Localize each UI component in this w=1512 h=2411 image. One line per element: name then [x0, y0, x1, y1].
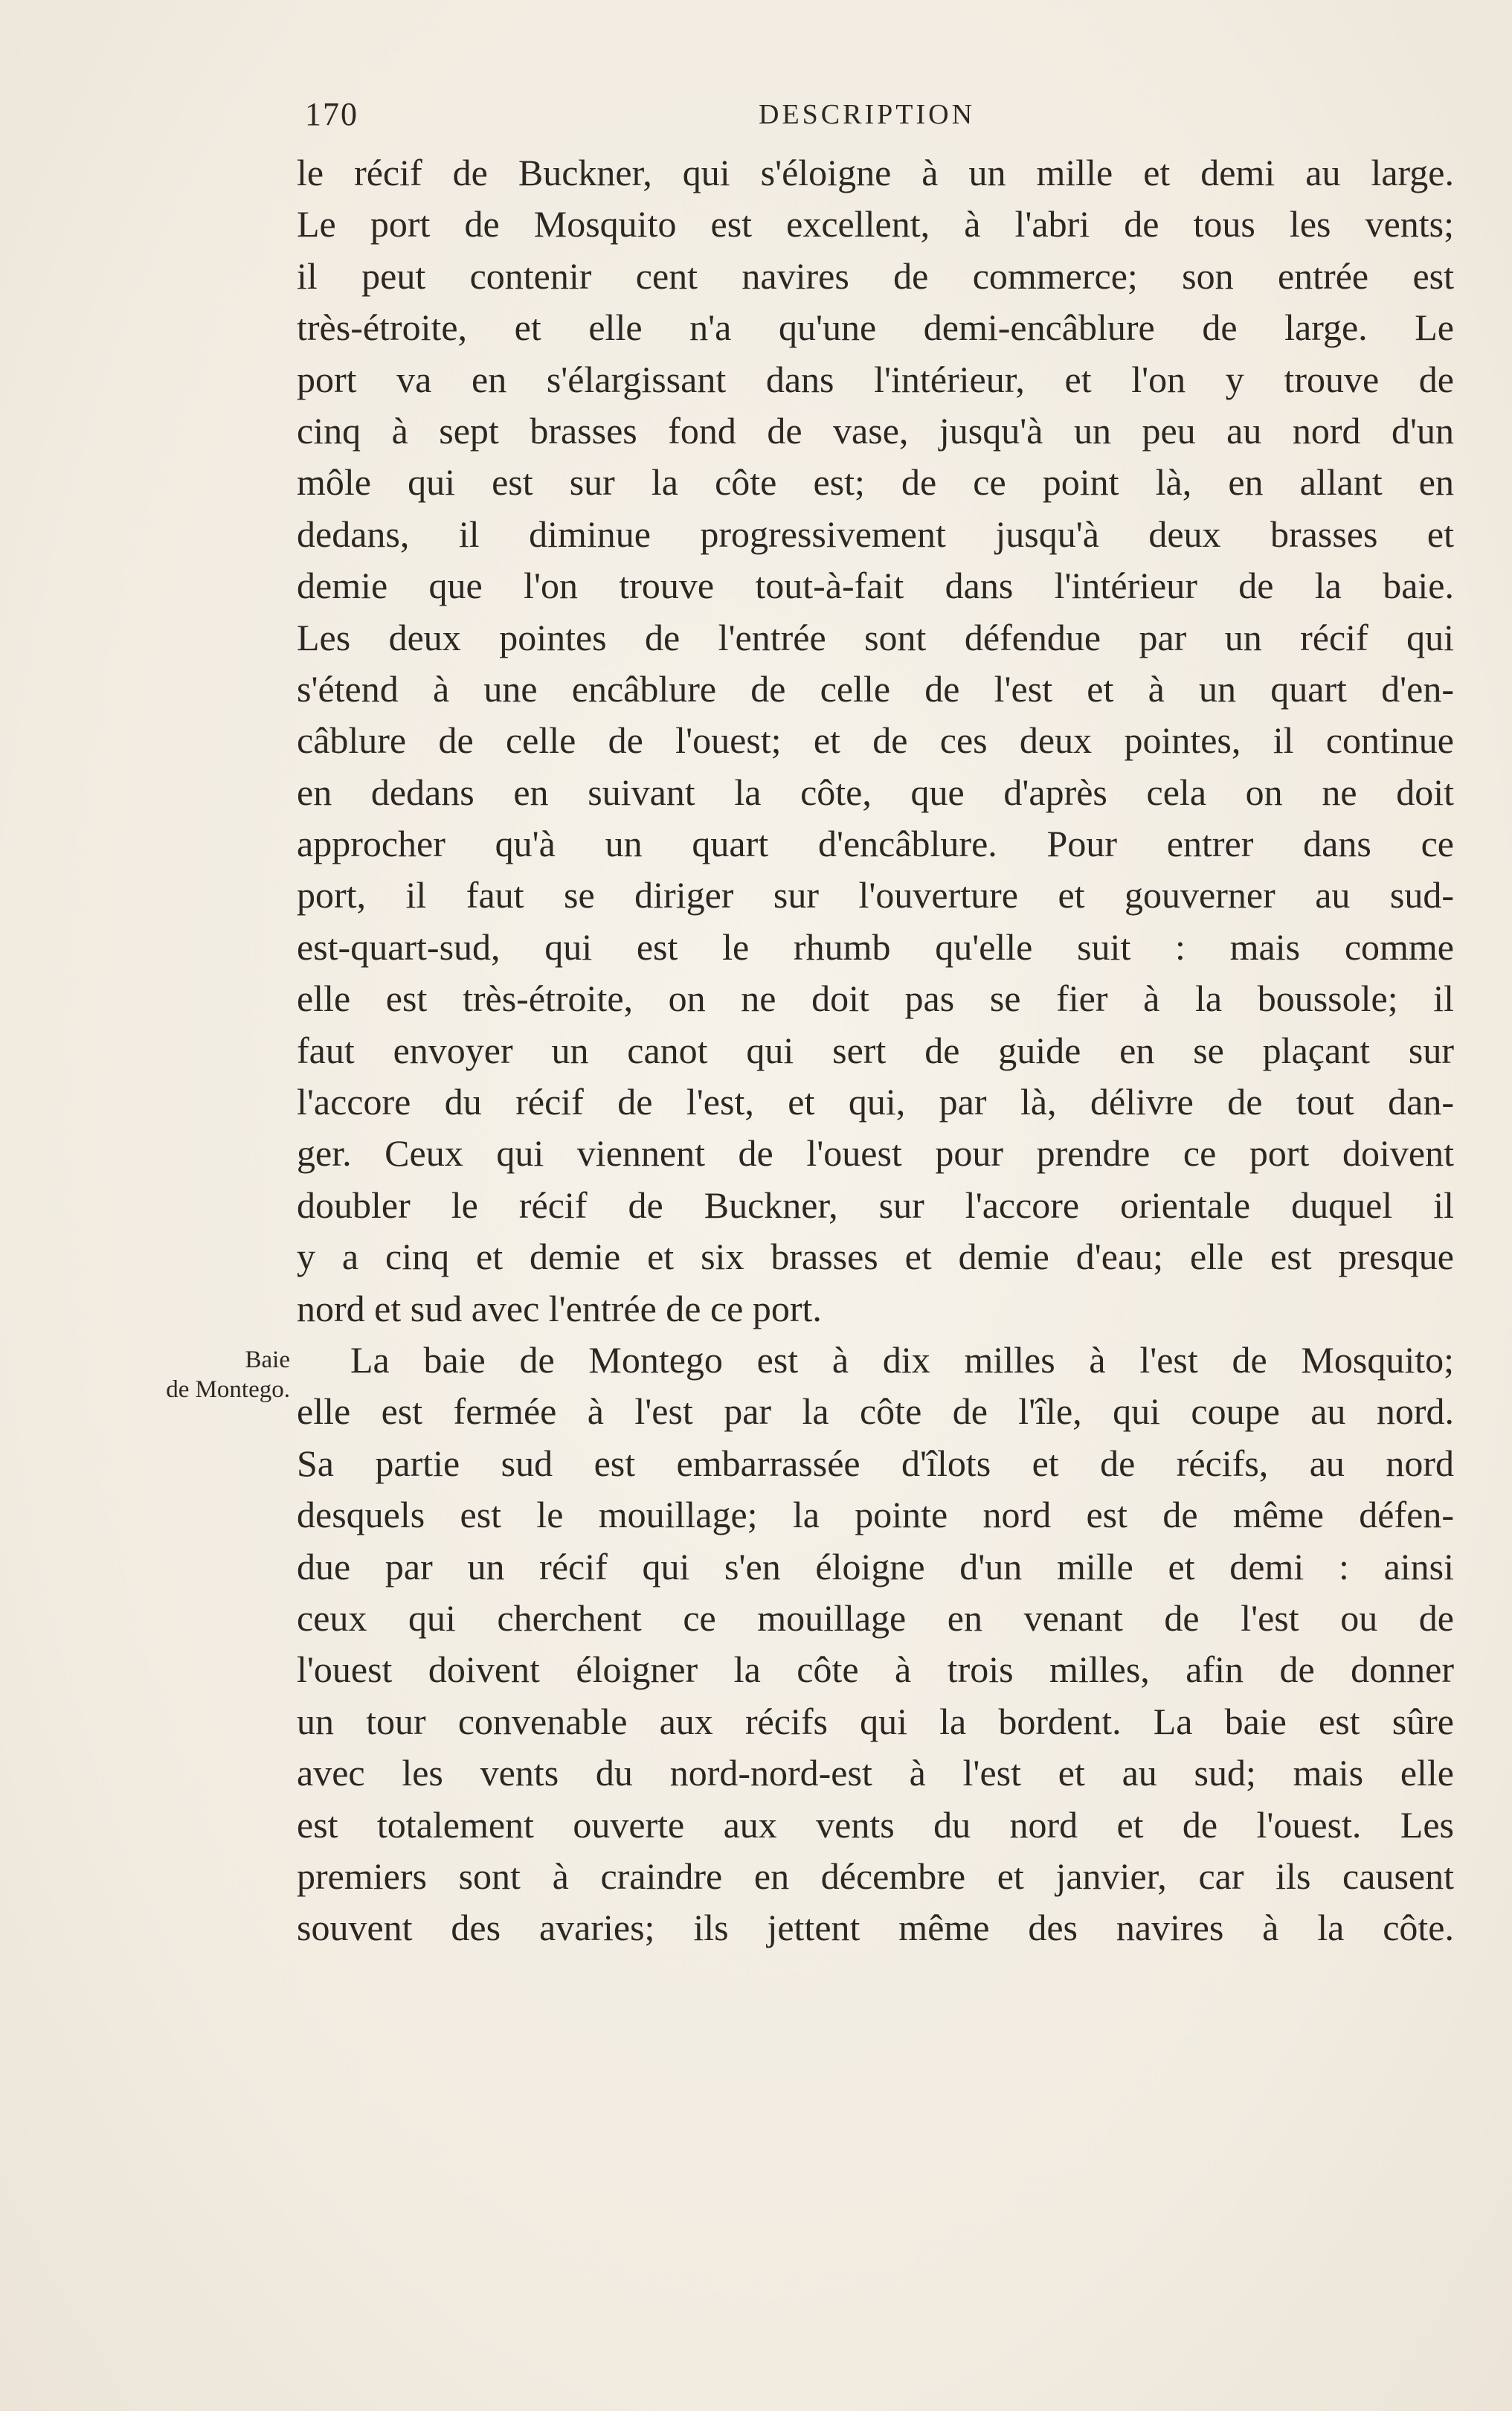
text-line: dedans, il diminue progressivement jusqu'à deux brasses et	[297, 513, 1454, 555]
text-line: premiers sont à craindre en décembre et janvier, car ils causent	[297, 1855, 1454, 1897]
text-line: Sa partie sud est embarrassée d'îlots et de récifs, au nord	[297, 1442, 1454, 1484]
text-line: l'accore du récif de l'est, et qui, par là, délivre de tout dan-	[297, 1081, 1454, 1123]
text-line: il peut contenir cent navires de commerce; son entrée est	[297, 254, 1454, 297]
text-line: La baie de Montego est à dix milles à l'est de Mosquito;	[350, 1338, 1454, 1381]
text-line: câblure de celle de l'ouest; et de ces deux pointes, il continue	[297, 719, 1454, 762]
text-line: ger. Ceux qui viennent de l'ouest pour prendre ce port doivent	[297, 1132, 1454, 1175]
text-line: un tour convenable aux récifs qui la bordent. La baie est sûre	[297, 1700, 1454, 1742]
text-line: môle qui est sur la côte est; de ce point là, en allant en	[297, 461, 1454, 504]
text-line: nord et sud avec l'entrée de ce port.	[297, 1287, 822, 1329]
text-line: Les deux pointes de l'entrée sont défendue par un récif qui	[297, 616, 1454, 658]
text-line: desquels est le mouillage; la pointe nord est de même défen-	[297, 1494, 1454, 1536]
text-line: s'étend à une encâblure de celle de l'est et à un quart d'en-	[297, 667, 1454, 710]
text-line: faut envoyer un canot qui sert de guide en se plaçant sur	[297, 1029, 1454, 1071]
page-number: 170	[305, 96, 358, 132]
text-line: le récif de Buckner, qui s'éloigne à un mille et demi au large.	[297, 152, 1454, 193]
text-line: est totalement ouverte aux vents du nord et de l'ouest. Les	[297, 1803, 1454, 1846]
margin-note-line: Baie	[245, 1346, 290, 1373]
body-text	[297, 147, 1454, 1954]
text-line: y a cinq et demie et six brasses et demie d'eau; elle est presque	[297, 1236, 1454, 1278]
page-header	[305, 95, 1454, 140]
text-line: souvent des avaries; ils jettent même des navires à la côte.	[297, 1907, 1454, 1949]
text-line: approcher qu'à un quart d'encâblure. Pour entrer dans ce	[297, 823, 1454, 865]
text-line: en dedans en suivant la côte, que d'après cela on ne doit	[297, 771, 1454, 813]
text-line: elle est très-étroite, on ne doit pas se fier à la boussole; il	[297, 977, 1454, 1020]
text-line: due par un récif qui s'en éloigne d'un mille et demi : ainsi	[297, 1545, 1454, 1587]
text-line: Le port de Mosquito est excellent, à l'abri de tous les vents;	[297, 203, 1454, 245]
margin-note-line: de Montego.	[166, 1376, 290, 1403]
running-head: DESCRIPTION	[759, 99, 976, 130]
text-line: port, il faut se diriger sur l'ouverture et gouverner au sud-	[297, 874, 1454, 916]
text-line: doubler le récif de Buckner, sur l'accore orientale duquel il	[297, 1184, 1454, 1226]
text-line: avec les vents du nord-nord-est à l'est et au sud; mais elle	[297, 1752, 1454, 1794]
text-line: très-étroite, et elle n'a qu'une demi-encâblure de large. Le	[297, 306, 1454, 349]
text-line: ceux qui cherchent ce mouillage en venant de l'est ou de	[297, 1596, 1454, 1639]
margin-note	[112, 1345, 290, 1404]
text-line: l'ouest doivent éloigner la côte à trois milles, afin de donner	[297, 1648, 1454, 1691]
text-line: demie que l'on trouve tout-à-fait dans l'intérieur de la baie.	[297, 565, 1454, 607]
text-line: est-quart-sud, qui est le rhumb qu'elle suit : mais comme	[297, 925, 1454, 968]
text-line: port va en s'élargissant dans l'intérieur, et l'on y trouve de	[297, 358, 1454, 400]
text-line: elle est fermée à l'est par la côte de l'île, qui coupe au nord.	[297, 1390, 1454, 1433]
text-line: cinq à sept brasses fond de vase, jusqu'à un peu au nord d'un	[297, 409, 1454, 452]
